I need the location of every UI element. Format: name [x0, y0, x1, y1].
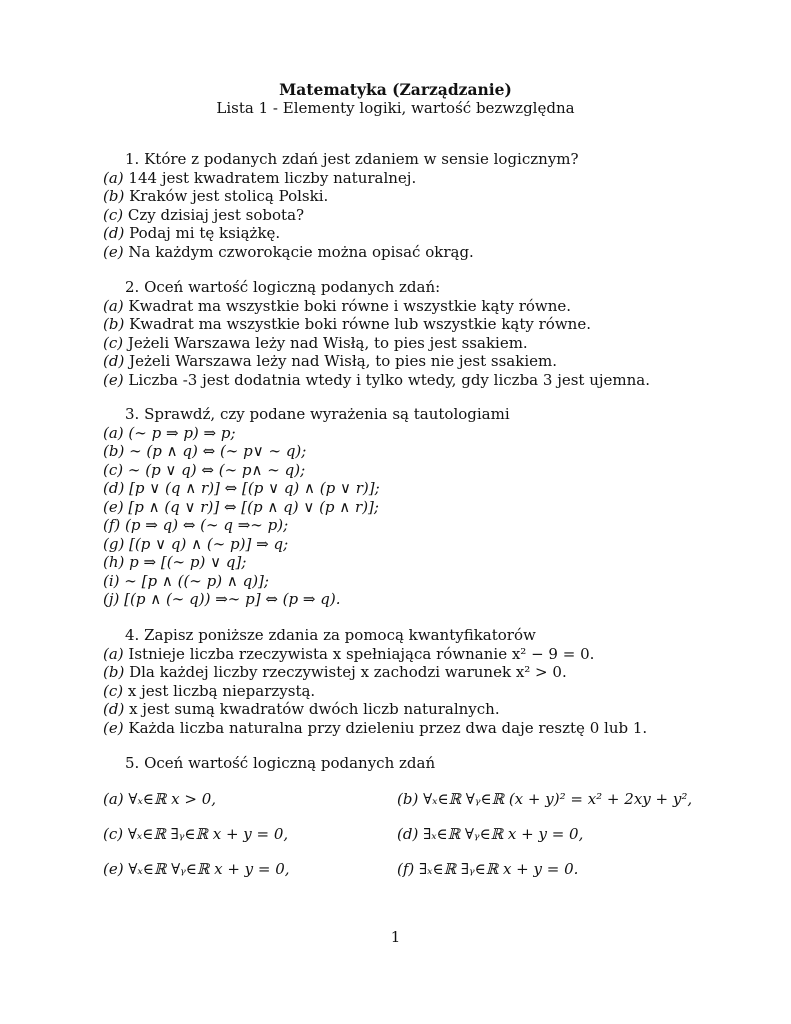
- item-label: (e): [103, 860, 124, 878]
- question-3-heading: 3. Sprawdź, czy podane wyrażenia są tautologiami: [125, 405, 510, 423]
- item-label: (d): [103, 224, 125, 242]
- item-text: Jeżeli Warszawa leży nad Wisłą, to pies nie jest ssakiem.: [124, 352, 558, 370]
- item-text: Kwadrat ma wszystkie boki równe lub wszystkie kąty równe.: [124, 315, 591, 333]
- item-label: (b): [103, 315, 125, 333]
- item-text: Kraków jest stolicą Polski.: [124, 187, 329, 205]
- list-item: [103, 206, 763, 225]
- document-title: Matematyka (Zarządzanie): [279, 80, 512, 99]
- item-label: (c): [103, 333, 124, 352]
- question-5-heading: 5. Oceń wartość logiczną podanych zdań: [125, 754, 436, 772]
- list-item: [103, 719, 763, 738]
- item-label: (a): [103, 296, 124, 315]
- list-item: [103, 682, 763, 701]
- item-formula: ∀ₓ∈ℝ ∃ᵧ∈ℝ x + y = 0,: [123, 825, 289, 843]
- list-item: [103, 224, 763, 243]
- list-item: [103, 424, 763, 443]
- item-label: (b): [397, 790, 419, 808]
- item-text: Na każdym czworokącie można opisać okrąg.: [123, 242, 474, 261]
- list-item: [103, 371, 763, 390]
- item-formula: (p ⇒ q) ⇔ (∼ q ⇒∼ p);: [120, 516, 289, 534]
- item-formula: ∀ₓ∈ℝ x > 0,: [123, 790, 217, 808]
- item-label: (c): [103, 460, 124, 479]
- question-4-heading: 4. Zapisz poniższe zdania za pomocą kwantyfikatorów: [125, 626, 536, 644]
- list-item: [103, 825, 288, 843]
- list-item: [103, 187, 763, 206]
- item-text: x jest sumą kwadratów dwóch liczb naturalnych.: [124, 700, 500, 718]
- item-formula: [(p ∨ q) ∧ (∼ p)] ⇒ q;: [124, 534, 289, 553]
- list-item: [397, 790, 692, 808]
- item-label: (a): [103, 790, 124, 808]
- item-label: (i): [103, 571, 120, 590]
- item-label: (j): [103, 590, 120, 608]
- item-formula: ∼ (p ∨ q) ⇔ (∼ p∧ ∼ q);: [123, 460, 306, 479]
- item-text: Dla każdej liczby rzeczywistej x zachodzi warunek x² > 0.: [124, 663, 567, 681]
- item-label: (h): [103, 553, 125, 571]
- question-2: [103, 278, 763, 389]
- list-item: [103, 590, 763, 609]
- list-item: [103, 516, 763, 535]
- item-label: (e): [103, 242, 124, 261]
- list-item: [103, 663, 763, 682]
- item-label: (e): [103, 497, 124, 516]
- item-formula: ∼ [p ∧ ((∼ p) ∧ q)];: [119, 571, 269, 590]
- list-item: [103, 479, 763, 498]
- item-label: (c): [103, 825, 124, 843]
- list-item: [397, 860, 578, 878]
- item-label: (c): [103, 205, 124, 224]
- list-item: [103, 243, 763, 262]
- item-text: Czy dzisiaj jest sobota?: [123, 205, 305, 224]
- item-text: Kwadrat ma wszystkie boki równe i wszystkie kąty równe.: [123, 296, 572, 315]
- document-subtitle: Lista 1 - Elementy logiki, wartość bezwzględna: [216, 99, 575, 117]
- list-item: [103, 553, 763, 572]
- item-formula: ∃ₓ∈ℝ ∀ᵧ∈ℝ x + y = 0,: [418, 825, 584, 843]
- item-label: (f): [397, 860, 415, 878]
- question-5: [103, 754, 763, 773]
- item-label: (a): [103, 644, 124, 663]
- list-item: [103, 790, 216, 808]
- item-text: Istnieje liczba rzeczywista x spełniająca równanie x² − 9 = 0.: [123, 644, 595, 663]
- item-text: 144 jest kwadratem liczby naturalnej.: [123, 168, 417, 187]
- item-text: Każda liczba naturalna przy dzieleniu przez dwa daje resztę 0 lub 1.: [123, 718, 648, 737]
- item-formula: ∀ₓ∈ℝ ∀ᵧ∈ℝ x + y = 0,: [123, 860, 290, 878]
- question-3: [103, 405, 763, 609]
- item-label: (b): [103, 663, 125, 681]
- list-item: [103, 572, 763, 591]
- item-label: (b): [103, 187, 125, 205]
- item-formula: ∃ₓ∈ℝ ∃ᵧ∈ℝ x + y = 0.: [414, 860, 579, 878]
- item-formula: ∼ (p ∧ q) ⇔ (∼ p∨ ∼ q);: [124, 442, 307, 460]
- list-item: [103, 297, 763, 316]
- item-label: (f): [103, 516, 121, 534]
- item-label: (a): [103, 168, 124, 187]
- item-text: Podaj mi tę książkę.: [124, 224, 281, 242]
- question-1: [103, 150, 763, 261]
- question-4: [103, 626, 763, 737]
- page-number: 1: [390, 928, 401, 946]
- list-item: [103, 442, 763, 461]
- list-item: [103, 315, 763, 334]
- item-label: (d): [103, 352, 125, 370]
- list-item: [397, 825, 583, 843]
- item-formula: [(p ∧ (∼ q)) ⇒∼ p] ⇔ (p ⇒ q).: [119, 590, 341, 608]
- question-2-heading: 2. Oceń wartość logiczną podanych zdań:: [125, 278, 441, 296]
- grid-row: [103, 860, 743, 895]
- item-label: (e): [103, 370, 124, 389]
- item-formula: ∀ₓ∈ℝ ∀ᵧ∈ℝ (x + y)² = x² + 2xy + y²,: [418, 790, 693, 808]
- item-formula: (∼ p ⇒ p) ⇒ p;: [123, 423, 236, 442]
- item-label: (d): [103, 479, 125, 497]
- list-item: [103, 352, 763, 371]
- question-1-heading: 1. Które z podanych zdań jest zdaniem w sensie logicznym?: [125, 150, 579, 168]
- item-text: Jeżeli Warszawa leży nad Wisłą, to pies jest ssakiem.: [123, 333, 528, 352]
- list-item: [103, 645, 763, 664]
- list-item: [103, 334, 763, 353]
- item-label: (g): [103, 534, 125, 553]
- list-item: [103, 700, 763, 719]
- item-label: (c): [103, 681, 124, 700]
- item-text: x jest liczbą nieparzystą.: [123, 681, 316, 700]
- list-item: [103, 461, 763, 480]
- grid-row: [103, 790, 743, 825]
- item-formula: [p ∨ (q ∧ r)] ⇔ [(p ∨ q) ∧ (p ∨ r)];: [124, 479, 380, 497]
- item-label: (d): [103, 700, 125, 718]
- item-label: (e): [103, 718, 124, 737]
- item-label: (d): [397, 825, 419, 843]
- item-label: (b): [103, 442, 125, 460]
- question-5-grid: [103, 790, 743, 895]
- grid-row: [103, 825, 743, 860]
- item-text: Liczba -3 jest dodatnia wtedy i tylko wtedy, gdy liczba 3 jest ujemna.: [123, 370, 650, 389]
- item-formula: [p ∧ (q ∨ r)] ⇔ [(p ∧ q) ∨ (p ∧ r)];: [123, 497, 379, 516]
- list-item: [103, 169, 763, 188]
- list-item: [103, 535, 763, 554]
- list-item: [103, 498, 763, 517]
- item-formula: p ⇒ [(∼ p) ∨ q];: [124, 553, 247, 571]
- list-item: [103, 860, 290, 878]
- item-label: (a): [103, 423, 124, 442]
